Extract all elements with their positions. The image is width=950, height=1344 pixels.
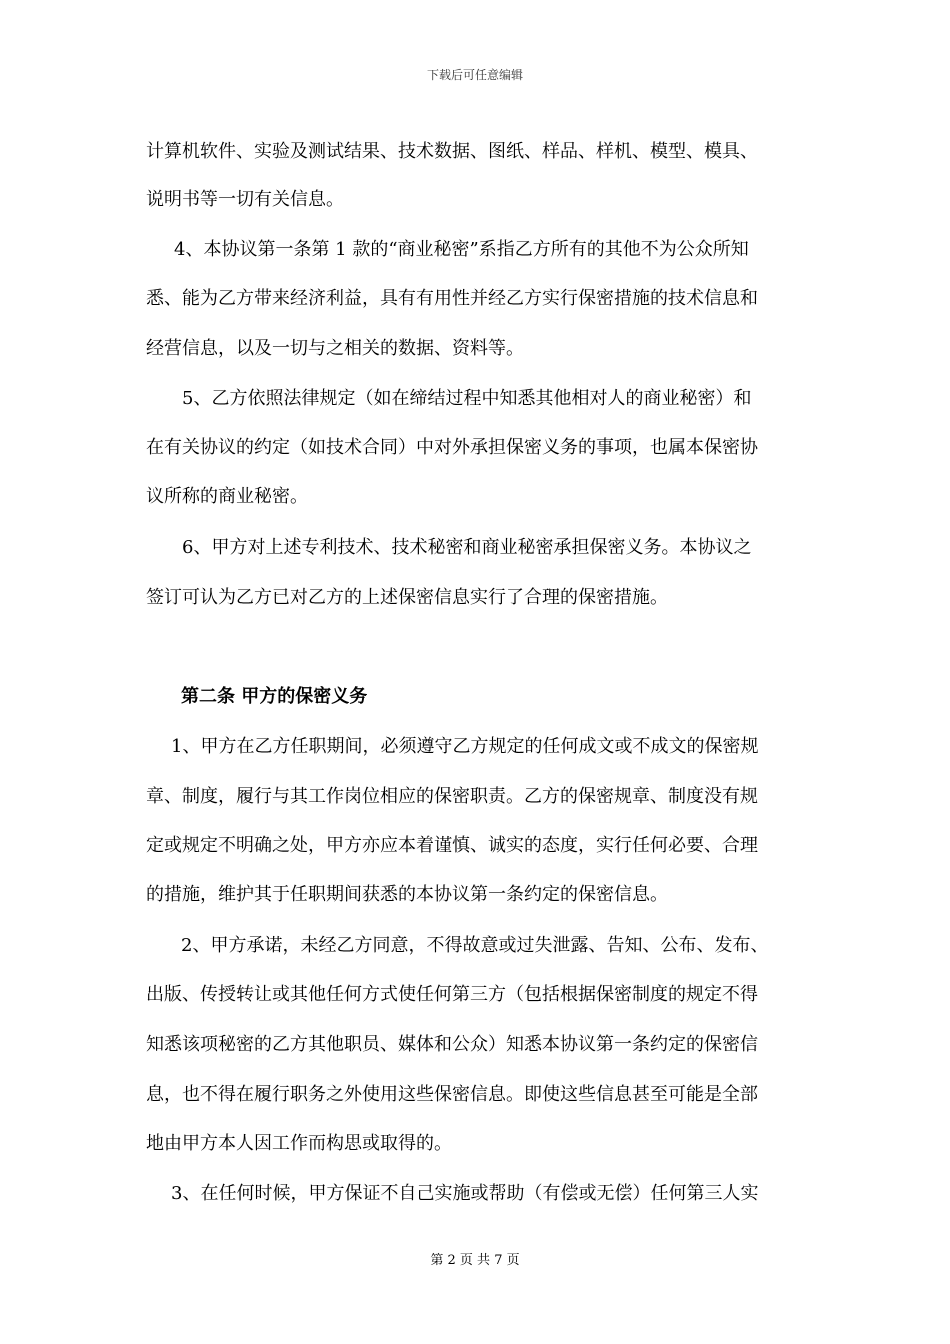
text-line: 签订可认为乙方已对乙方的上述保密信息实行了合理的保密措施。 [146,587,668,608]
text-line: 经营信息，以及一切与之相关的数据、资料等。 [146,338,524,359]
text-line: 地由甲方本人因工作而构思或取得的。 [146,1133,452,1154]
text-line: 在有关协议的约定（如技术合同）中对外承担保密义务的事项，也属本保密协 [146,437,758,458]
text-line: 5、乙方依照法律规定（如在缔结过程中知悉其他相对人的商业秘密）和 [182,388,752,409]
text-line: 4、本协议第一条第 1 款的“商业秘密”系指乙方所有的其他不为公众所知 [174,239,749,260]
header-note: 下载后可任意编辑 [426,68,523,82]
text-line: 3、在任何时候，甲方保证不自己实施或帮助（有偿或无偿）任何第三人实 [171,1183,759,1204]
section-heading: 第二条 甲方的保密义务 [181,686,368,707]
text-line: 2、甲方承诺，未经乙方同意，不得故意或过失泄露、告知、公布、发布、 [181,935,769,956]
text-line: 6、甲方对上述专利技术、技术秘密和商业秘密承担保密义务。本协议之 [182,537,752,558]
text-line: 出版、传授转让或其他任何方式使任何第三方（包括根据保密制度的规定不得 [146,984,758,1005]
text-line: 议所称的商业秘密。 [146,486,308,507]
text-line: 息，也不得在履行职务之外使用这些保密信息。即使这些信息甚至可能是全部 [146,1084,758,1105]
text-line: 1、甲方在乙方任职期间，必须遵守乙方规定的任何成文或不成文的保密规 [171,736,759,757]
text-line: 计算机软件、实验及测试结果、技术数据、图纸、样品、样机、模型、模具、 [146,141,758,162]
text-line: 悉、能为乙方带来经济利益，具有有用性并经乙方实行保密措施的技术信息和 [146,288,758,309]
text-line: 章、制度，履行与其工作岗位相应的保密职责。乙方的保密规章、制度没有规 [146,786,758,807]
text-line: 的措施，维护其于任职期间获悉的本协议第一条约定的保密信息。 [146,884,668,905]
page-number: 第 2 页 共 7 页 [430,1253,520,1268]
text-line: 知悉该项秘密的乙方其他职员、媒体和公众）知悉本协议第一条约定的保密信 [146,1034,758,1055]
text-line: 定或规定不明确之处，甲方亦应本着谨慎、诚实的态度，实行任何必要、合理 [146,835,758,856]
text-line: 说明书等一切有关信息。 [146,189,344,210]
